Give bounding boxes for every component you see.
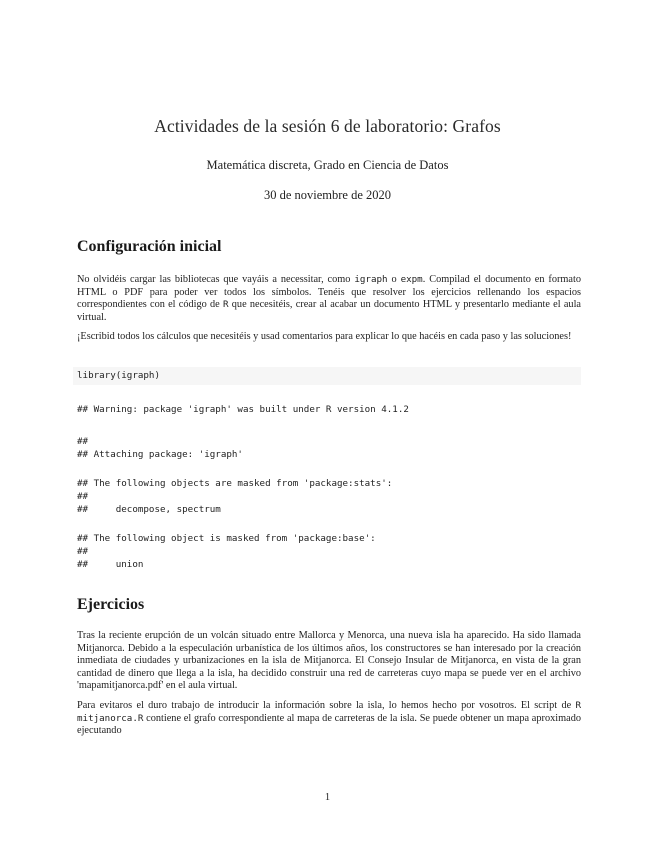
- document-title: Actividades de la sesión 6 de laboratorio: Grafos: [154, 116, 501, 136]
- text-span: . Compilad el documento en formato HTML o PDF para poder ver todos los símbolos. Tenéis que resolver los ejercicios rellenando los espacios correspondientes con el código de: [77, 274, 581, 311]
- inline-code-r: R: [575, 700, 581, 711]
- code-block-library: library(igraph): [73, 367, 581, 385]
- section-heading-ejercicios: Ejercicios: [77, 596, 145, 613]
- paragraph-mitjanorca-intro: Tras la reciente erupción de un volcán situado entre Mallorca y Menorca, una nueva isla ha aparecido. Ha sido llamada Mitjanorca. Debido a la especulación urbanística de los últimos años, los constructores se han interesado por la creación inmediata de ciudades y urbanizaciones en la isla de Mitjanorca. El Consejo Insular de Mitjanorca, en vista de la gran cantidad de dinero que llega a la isla, ha decidido construir una red de carreteras cuyo mapa se puede ver en el archivo 'mapamitjanorca.pdf' en el aula virtual.: [77, 630, 581, 692]
- output-blank-line: ##: [77, 546, 89, 557]
- text-span: No olvidéis cargar las bibliotecas que vayáis a necessitar, como: [77, 274, 355, 285]
- output-stats-items: ## decompose, spectrum: [77, 504, 221, 515]
- output-base-items: ## union: [77, 559, 144, 570]
- paragraph-write-calculations: ¡Escribid todos los cálculos que necesitéis y usad comentarios para explicar lo que hacéis en cada paso y las soluciones!: [77, 331, 572, 342]
- paragraph-setup-instructions: [77, 274, 581, 324]
- inline-code-expm: expm: [400, 274, 423, 285]
- section-heading-configuracion: Configuración inicial: [77, 238, 222, 255]
- text-span: Para evitaros el duro trabajo de introducir la información sobre la isla, lo hemos hecho por vosotros. El script de: [77, 700, 576, 711]
- text-span: o: [387, 274, 401, 285]
- document-date: 30 de noviembre de 2020: [263, 188, 392, 202]
- page-number: 1: [324, 792, 331, 803]
- output-warning: ## Warning: package 'igraph' was built under R version 4.1.2: [77, 404, 409, 415]
- inline-code-script-name: mitjanorca.R: [77, 712, 144, 724]
- output-masked-base: ## The following object is masked from 'package:base':: [77, 533, 376, 544]
- output-blank-line: ##: [77, 491, 89, 502]
- text-span: que necesitéis, crear al acabar un documento HTML y presentarlo mediante el aula virtual.: [77, 299, 581, 323]
- output-blank-line: ##: [77, 436, 89, 447]
- inline-code-igraph: igraph: [354, 274, 388, 285]
- document-subtitle: Matemática discreta, Grado en Ciencia de Datos: [206, 158, 449, 172]
- text-span: contiene el grafo correspondiente al mapa de carreteras de la isla. Se puede obtener un mapa aproximado ejecutando: [77, 712, 581, 737]
- output-masked-stats: ## The following objects are masked from 'package:stats':: [77, 478, 393, 489]
- paragraph-script-info: [77, 700, 581, 738]
- output-attaching: ## Attaching package: 'igraph': [77, 449, 243, 460]
- inline-code-r: R: [223, 299, 229, 311]
